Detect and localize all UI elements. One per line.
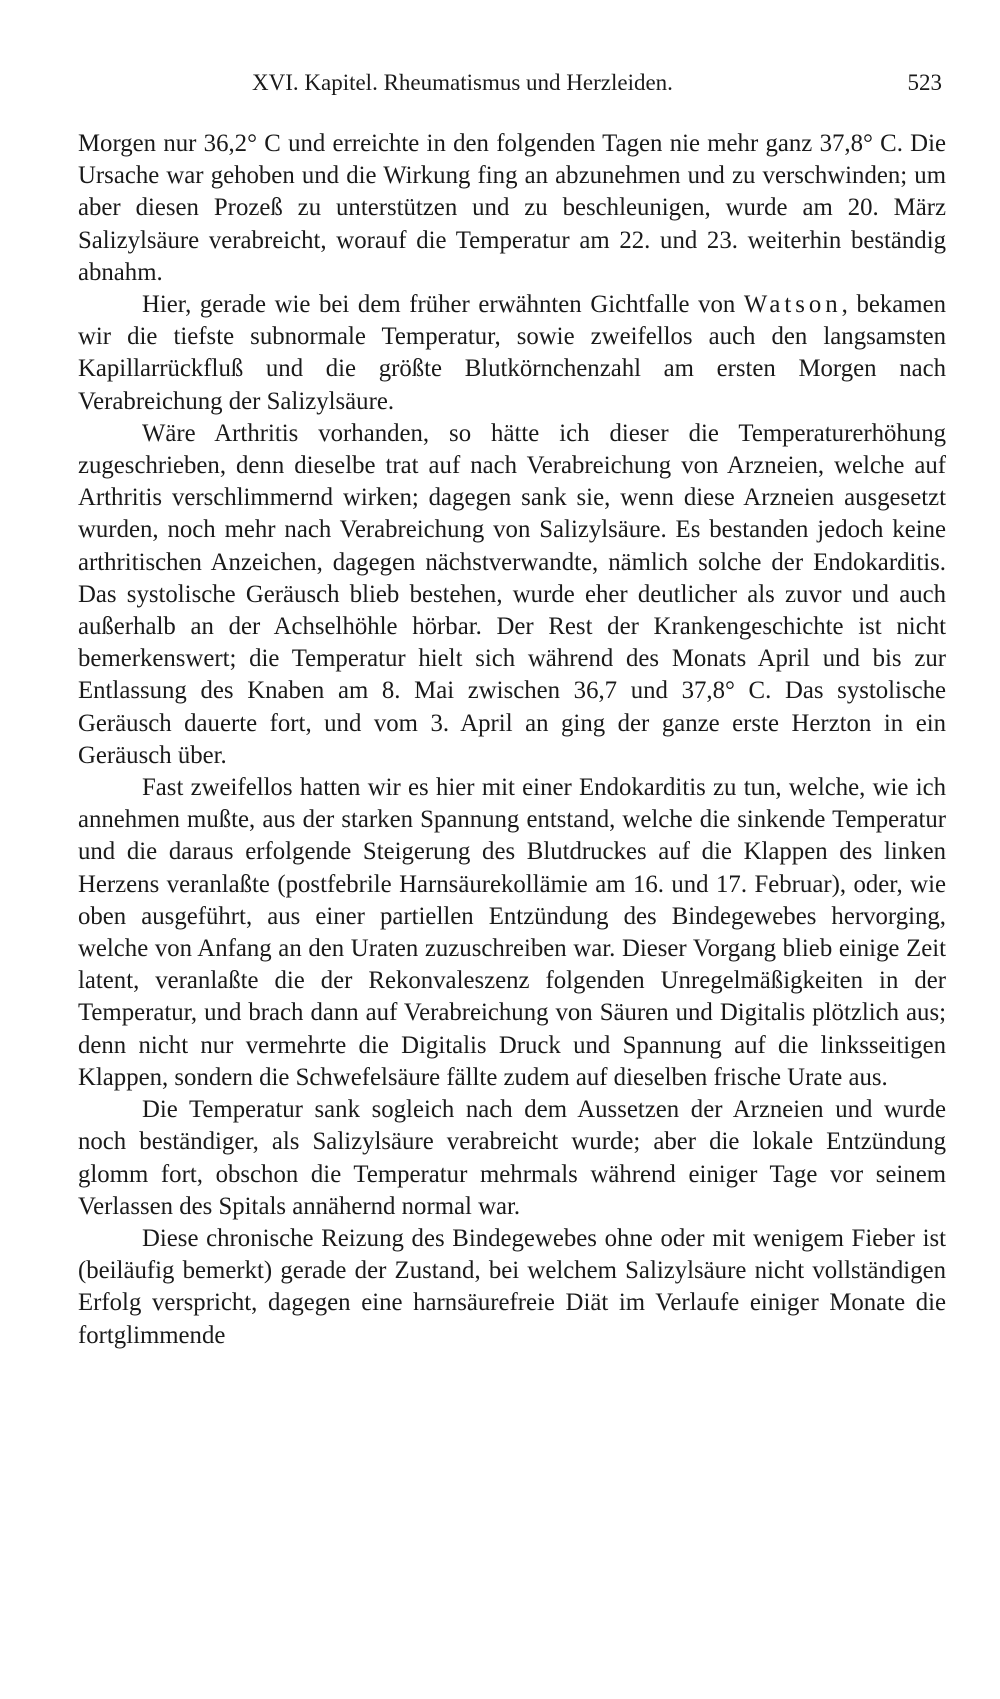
page-number: 523 [907, 70, 942, 95]
body-text [78, 128, 946, 1352]
chapter-title: XVI. Kapitel. Rheumatismus und Herzleiden. [252, 70, 673, 95]
running-header [78, 70, 946, 110]
paragraph-text: , bekamen wir die tiefste subnormale Temperatur, sowie zweifellos auch den langsamsten Kapillarrückfluß und die größte Blutkörnchenzahl am ersten Morgen nach Verabreichung der Salizylsäure. [78, 291, 946, 415]
paragraph-text: Hier, gerade wie bei dem früher erwähnten Gichtfalle von [142, 291, 744, 319]
author-name: Watson [743, 291, 842, 319]
paragraph-reizung: Diese chronische Reizung des Bindegewebes ohne oder mit wenigem Fieber ist (beiläufig bemerkt) gerade der Zustand, bei welchem Salizylsäure nicht vollständigen Erfolg verspricht, dagegen eine harnsäurefreie Diät im Verlaufe einiger Monate die fortglimmende [78, 1224, 946, 1349]
paragraph-watson [78, 289, 946, 418]
paragraph-temperatur: Die Temperatur sank sogleich nach dem Aussetzen der Arzneien und wurde noch beständiger, als Salizylsäure verabreicht wurde; aber die lokale Entzündung glomm fort, obschon die Temperatur mehrmals während einiger Tage vor seinem Verlassen des Spitals annähernd normal war. [78, 1096, 946, 1220]
paragraph-continuation: Morgen nur 36,2° C und erreichte in den folgenden Tagen nie mehr ganz 37,8° C. Die Ursache war gehoben und die Wirkung fing an abzunehmen und zu verschwinden; um aber diesen Prozeß zu unterstützen und zu beschleunigen, wurde am 20. März Salizylsäure verabreicht, worauf die Temperatur am 22. und 23. weiterhin beständig abnahm. [78, 130, 946, 286]
paragraph-endokarditis: Fast zweifellos hatten wir es hier mit einer Endokarditis zu tun, welche, wie ich annehmen mußte, aus der starken Spannung entstand, welche die sinkende Temperatur und die daraus erfolgende Steigerung des Blutdruckes auf die Klappen des linken Herzens veranlaßte (postfebrile Harnsäurekollämie am 16. und 17. Februar), oder, wie oben ausgeführt, aus einer partiellen Entzündung des Bindegewebes hervorging, welche von Anfang an den Uraten zuzuschreiben war. Dieser Vorgang blieb einige Zeit latent, veranlaßte die der Rekonvaleszenz folgenden Unregelmäßigkeiten in der Temperatur, und brach dann auf Verabreichung von Säuren und Digitalis plötzlich aus; denn nicht nur vermehrte die Digitalis Druck und Spannung auf die linksseitigen Klappen, sondern die Schwefelsäure fällte zudem auf dieselben frische Urate aus. [78, 774, 946, 1091]
paragraph-arthritis: Wäre Arthritis vorhanden, so hätte ich dieser die Temperaturerhöhung zugeschrieben, denn dieselbe trat auf nach Verabreichung von Arzneien, welche auf Arthritis verschlimmernd wirken; dagegen sank sie, wenn diese Arzneien ausgesetzt wurden, noch mehr nach Verabreichung von Salizylsäure. Es bestanden jedoch keine arthritischen Anzeichen, dagegen nächstverwandte, nämlich solche der Endokarditis. Das systolische Geräusch blieb bestehen, wurde eher deutlicher als zuvor und auch außerhalb an der Achselhöhle hörbar. Der Rest der Krankengeschichte ist nicht bemerkenswert; die Temperatur hielt sich während des Monats April und bis zur Entlassung des Knaben am 8. Mai zwischen 36,7 und 37,8° C. Das systolische Geräusch dauerte fort, und vom 3. April an ging der ganze erste Herzton in ein Geräusch über. [78, 419, 946, 769]
